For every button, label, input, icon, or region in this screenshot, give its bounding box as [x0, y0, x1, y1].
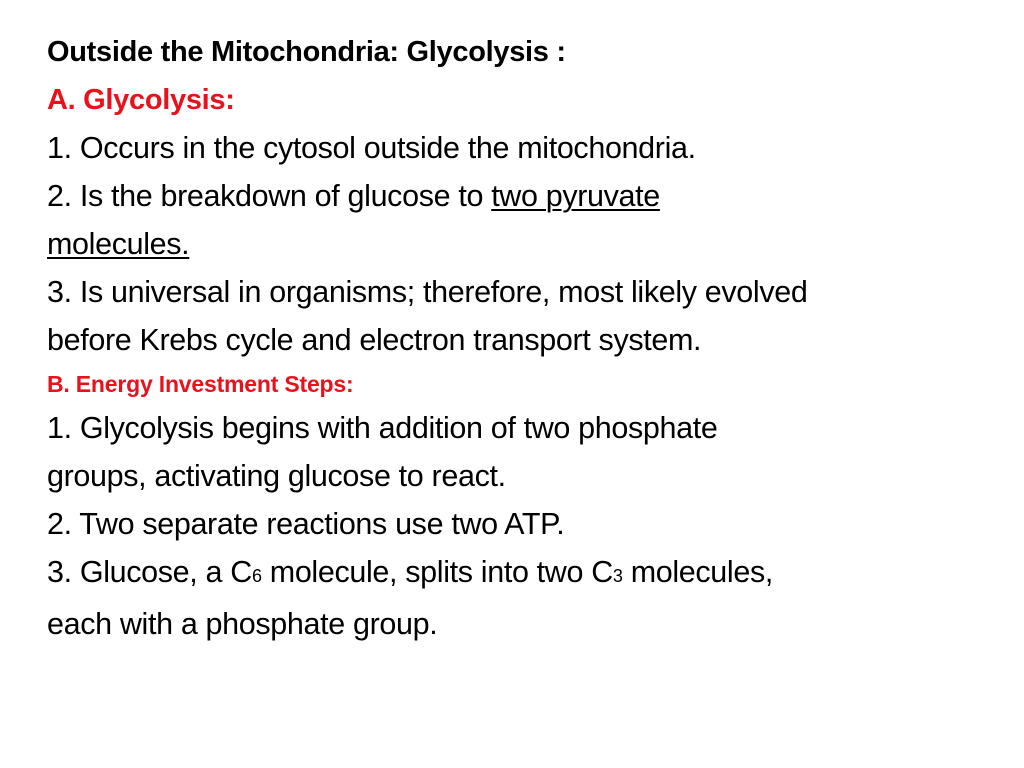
slide-title: Outside the Mitochondria: Glycolysis : — [47, 36, 566, 68]
item-3-line-1: 3. Is universal in organisms; therefore, most likely evolved — [47, 275, 808, 309]
b-item-3-part-3: molecules, — [622, 555, 773, 589]
b-item-1-line-2: groups, activating glucose to react. — [47, 459, 506, 493]
section-a-item-1: 1. Occurs in the cytosol outside the mitochondria. — [47, 131, 696, 165]
slide-content — [47, 28, 997, 648]
underlined-two-pyruvate: two pyruvate — [491, 179, 660, 213]
b-item-1-line-1: 1. Glycolysis begins with addition of two phosphate — [47, 411, 718, 445]
b-item-3-part-1: 3. Glucose, a C — [47, 555, 252, 589]
section-b-item-1 — [47, 404, 997, 500]
section-a-item-2 — [47, 172, 997, 268]
underlined-molecules: molecules. — [47, 227, 190, 261]
section-b-heading: B. Energy Investment Steps: — [47, 371, 354, 397]
section-a-item-3 — [47, 268, 997, 364]
item-2-prefix: 2. Is the breakdown of glucose to — [47, 179, 492, 213]
b-item-3-part-2: molecule, splits into two C — [261, 555, 613, 589]
section-b-item-2: 2. Two separate reactions use two ATP. — [47, 507, 565, 541]
section-b-item-3 — [47, 548, 997, 648]
item-3-line-2: before Krebs cycle and electron transport system. — [47, 323, 702, 357]
subscript-6: 6 — [251, 566, 262, 586]
section-a-heading: A. Glycolysis: — [47, 84, 235, 116]
subscript-3: 3 — [612, 566, 623, 586]
b-item-3-line-2: each with a phosphate group. — [47, 607, 438, 641]
